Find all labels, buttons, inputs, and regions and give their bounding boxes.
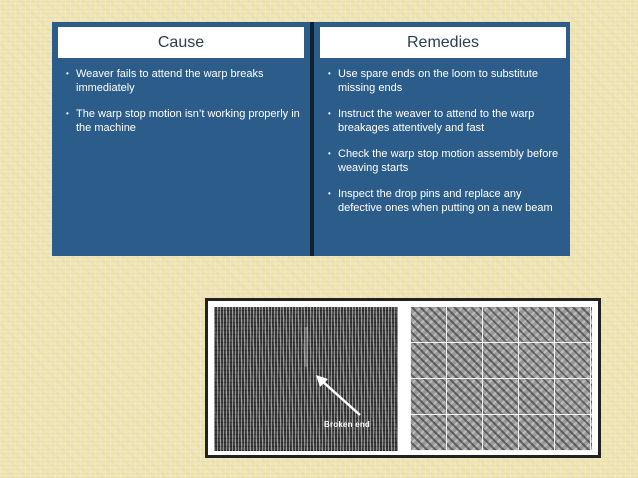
remedy-item: • Inspect the drop pins and replace any defective ones when putting on a new beam xyxy=(328,187,562,215)
arrow-icon xyxy=(214,307,398,451)
cause-item: • The warp stop motion isn’t working properly in the machine xyxy=(66,107,302,135)
remedy-item: • Instruct the weaver to attend to the warp breakages attentively and fast xyxy=(328,107,562,135)
remedies-list xyxy=(328,67,562,227)
remedy-item: • Check the warp stop motion assembly before weaving starts xyxy=(328,147,562,175)
fabric-image-frame xyxy=(205,298,601,458)
broken-end-fabric-image xyxy=(214,307,398,451)
cause-list xyxy=(66,67,302,147)
cause-column xyxy=(52,22,310,256)
warp-stop-fabric-image xyxy=(410,307,592,451)
cause-item: • Weaver fails to attend the warp breaks immediately xyxy=(66,67,302,95)
remedy-item: • Use spare ends on the loom to substitute missing ends xyxy=(328,67,562,95)
broken-end-label: Broken end xyxy=(324,420,371,429)
remedies-column xyxy=(314,22,570,256)
remedies-header: Remedies xyxy=(320,27,566,58)
cause-remedies-table xyxy=(52,22,570,256)
cause-header: Cause xyxy=(58,27,304,58)
